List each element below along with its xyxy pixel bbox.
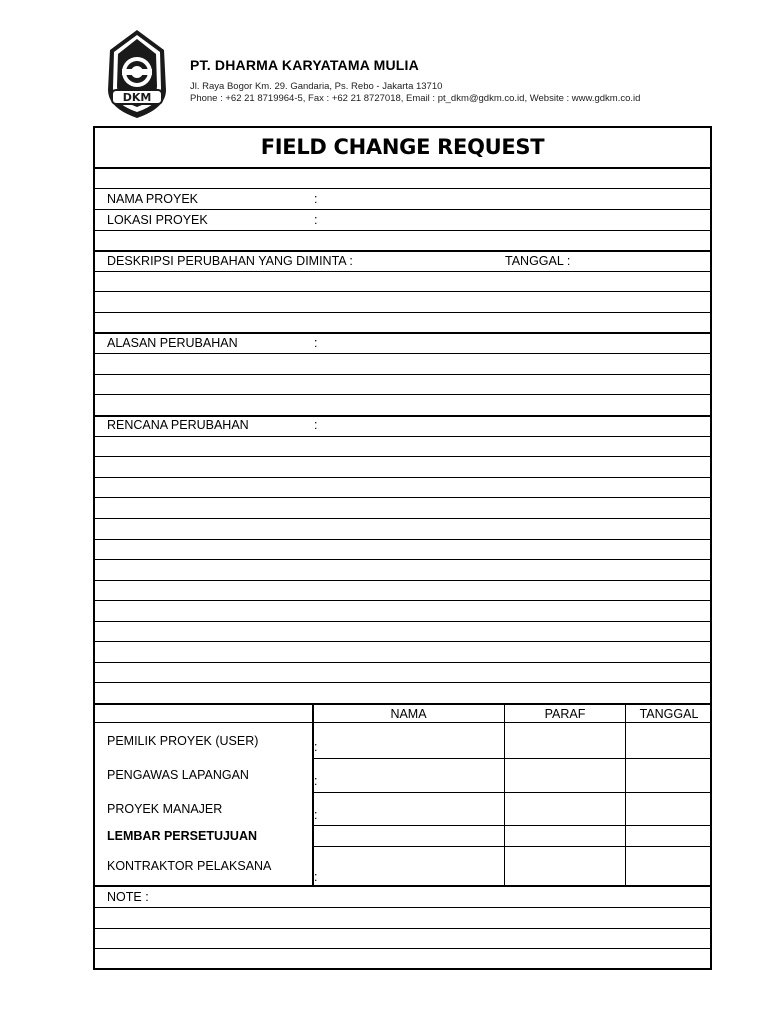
- row-line: [95, 559, 710, 560]
- svg-text:DKM: DKM: [122, 91, 152, 104]
- approval-row-owner-value: :: [314, 740, 318, 754]
- row-line: [95, 580, 710, 581]
- company-logo: [104, 28, 170, 120]
- date-label: TANGGAL :: [505, 254, 571, 268]
- row-line: [95, 682, 710, 683]
- row-line: [95, 662, 710, 663]
- title-divider: [95, 167, 710, 169]
- approval-row-owner-label: PEMILIK PROYEK (USER): [107, 734, 259, 748]
- approval-row-contractor-value: :: [314, 870, 318, 884]
- approval-row-manager-value: :: [314, 808, 318, 822]
- project-name-colon: :: [314, 192, 318, 206]
- approval-divider: [95, 703, 710, 705]
- approval-row-line: [312, 758, 710, 759]
- row-line: [95, 518, 710, 519]
- row-line: [95, 291, 710, 292]
- approval-col-divider: [312, 703, 314, 886]
- row-line: [95, 209, 710, 210]
- approval-row-supervisor-label: PENGAWAS LAPANGAN: [107, 768, 249, 782]
- approval-row-line: [312, 792, 710, 793]
- project-location-label: LOKASI PROYEK: [107, 213, 208, 227]
- col-header-name: NAMA: [390, 707, 427, 721]
- reason-label: ALASAN PERUBAHAN: [107, 336, 238, 350]
- approval-col-divider: [625, 703, 626, 886]
- row-line: [95, 928, 710, 929]
- note-label: NOTE :: [107, 890, 149, 904]
- approval-row-supervisor-value: :: [314, 774, 318, 788]
- contact-line: Phone : +62 21 8719964-5, Fax : +62 21 8727018, Email : pt_dkm@gdkm.co.id, Website : www.gdkm.co.id: [190, 93, 641, 104]
- col-header-date: TANGGAL: [639, 707, 699, 721]
- reason-colon: :: [314, 336, 318, 350]
- row-line: [95, 621, 710, 622]
- row-line: [95, 456, 710, 457]
- row-line: [95, 907, 710, 908]
- approval-sheet-label: LEMBAR PERSETUJUAN: [107, 829, 258, 843]
- form-title: FIELD CHANGE REQUEST: [260, 135, 545, 159]
- note-divider: [95, 885, 710, 887]
- row-line: [95, 436, 710, 437]
- project-location-colon: :: [314, 213, 318, 227]
- row-line: [95, 477, 710, 478]
- approval-row-manager-label: PROYEK MANAJER: [107, 802, 223, 816]
- col-header-initial: PARAF: [544, 707, 586, 721]
- row-line: [95, 497, 710, 498]
- row-line: [95, 394, 710, 395]
- approval-row-line: [312, 825, 710, 826]
- row-line: [95, 230, 710, 231]
- row-line: [95, 600, 710, 601]
- row-line: [95, 539, 710, 540]
- plan-colon: :: [314, 418, 318, 432]
- company-name: PT. DHARMA KARYATAMA MULIA: [190, 57, 419, 73]
- approval-col-divider: [504, 703, 505, 886]
- company-address: [190, 81, 640, 105]
- description-label: DESKRIPSI PERUBAHAN YANG DIMINTA :: [107, 254, 353, 268]
- project-name-label: NAMA PROYEK: [107, 192, 198, 206]
- plan-label: RENCANA PERUBAHAN: [107, 418, 249, 432]
- section-divider: [95, 250, 710, 252]
- section-divider: [95, 415, 710, 417]
- row-line: [95, 271, 710, 272]
- section-divider: [95, 332, 710, 334]
- row-line: [95, 641, 710, 642]
- approval-row-contractor-label: KONTRAKTOR PELAKSANA: [107, 859, 272, 873]
- approval-header-line: [95, 722, 710, 723]
- address-line: Jl. Raya Bogor Km. 29. Gandaria, Ps. Rebo - Jakarta 13710: [190, 81, 443, 92]
- row-line: [95, 948, 710, 949]
- row-line: [95, 188, 710, 189]
- approval-row-line: [312, 846, 710, 847]
- field-change-request-form: [93, 126, 712, 970]
- row-line: [95, 374, 710, 375]
- row-line: [95, 312, 710, 313]
- row-line: [95, 353, 710, 354]
